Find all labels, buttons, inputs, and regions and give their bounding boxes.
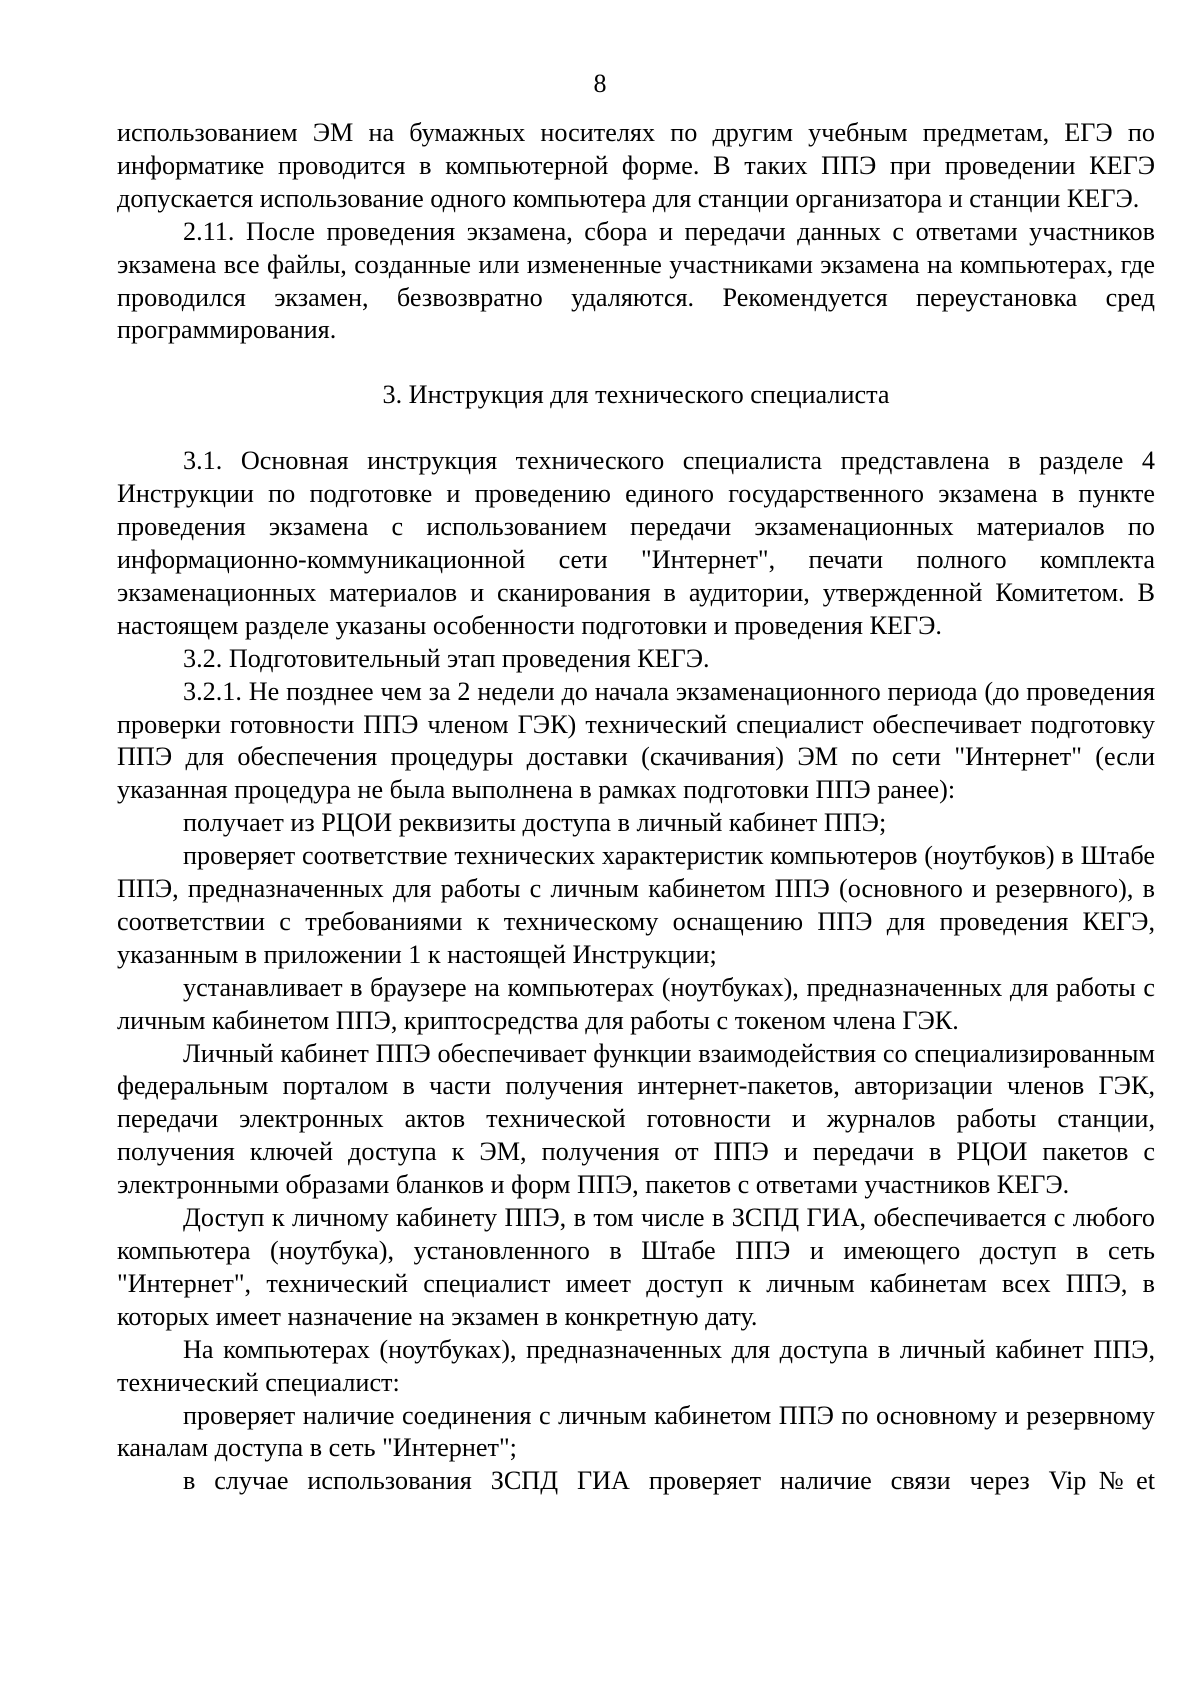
paragraph-3-1: 3.1. Основная инструкция технического специалиста представлена в разделе 4 Инструкции по подготовке и проведению единого государственного экзамена в пункте проведения экзамена с использованием передачи экзаменационных материалов по информационно-коммуникационной сети "Интернет", печати полного комплекта экзаменационных материалов и сканирования в аудитории, утвержденной Комитетом. В настоящем разделе указаны особенности подготовки и проведения КЕГЭ.	[117, 446, 1155, 640]
paragraph-receives-credentials: получает из РЦОИ реквизиты доступа в личный кабинет ППЭ;	[183, 808, 887, 838]
paragraph-3-2: 3.2. Подготовительный этап проведения КЕГЭ.	[183, 643, 710, 673]
paragraph-2-11: 2.11. После проведения экзамена, сбора и передачи данных с ответами участников экзамена все файлы, созданные или измененные участниками экзамена на компьютерах, где проводился экзамен, безвозвратно удаляются. Рекомендуется переустановка сред программирования.	[117, 216, 1155, 345]
paragraph-cabinet-access: Доступ к личному кабинету ППЭ, в том числе в ЗСПД ГИА, обеспечивается с любого компьютера (ноутбука), установленного в Штабе ППЭ и имеющего доступ в сеть "Интернет", технический специалист имеет доступ к личным кабинетам всех ППЭ, в которых имеет назначение на экзамен в конкретную дату.	[117, 1203, 1155, 1331]
paragraph-3-2-1: 3.2.1. Не позднее чем за 2 недели до начала экзаменационного периода (до проведения проверки готовности ППЭ членом ГЭК) технический специалист обеспечивает подготовку ППЭ для обеспечения процедуры доставки (скачивания) ЭМ по сети "Интернет" (если указанная процедура не была выполнена в рамках подготовки ППЭ ранее):	[117, 676, 1155, 805]
paragraph-on-computers: На компьютерах (ноутбуках), предназначенных для доступа в личный кабинет ППЭ, технический специалист:	[117, 1334, 1155, 1397]
paragraph-cabinet-functions: Личный кабинет ППЭ обеспечивает функции взаимодействия со специализированным федеральным порталом в части получения интернет-пакетов, авторизации членов ГЭК, передачи электронных актов технической готовности и журналов работы станции, получения ключей доступа к ЭМ, получения от ППЭ и передачи в РЦОИ пакетов с электронными образами бланков и форм ППЭ, пакетов с ответами участников КЕГЭ.	[117, 1038, 1155, 1200]
paragraph-checks-hardware: проверяет соответствие технических характеристик компьютеров (ноутбуков) в Штабе ППЭ, предназначенных для работы с личным кабинетом ППЭ (основного и резервного), в соответствии с требованиями к техническому оснащению ППЭ для проведения КЕГЭ, указанным в приложении 1 к настоящей Инструкции;	[117, 841, 1155, 969]
section-heading-3: 3. Инструкция для технического специалиста	[382, 380, 890, 410]
paragraph-zspd-vipnet: в случае использования ЗСПД ГИА проверяет наличие связи через Vip№et	[183, 1466, 1155, 1496]
document-body	[117, 117, 1155, 1498]
paragraph-checks-connection: проверяет наличие соединения с личным кабинетом ППЭ по основному и резервному каналам доступа в сеть "Интернет";	[117, 1400, 1155, 1463]
paragraph-installs-crypto: устанавливает в браузере на компьютерах (ноутбуках), предназначенных для работы с личным кабинетом ППЭ, криптосредства для работы с токеном члена ГЭК.	[117, 972, 1155, 1035]
page-number: 8	[593, 69, 607, 98]
paragraph-continuation: использованием ЭМ на бумажных носителях по другим учебным предметам, ЕГЭ по информатике проводится в компьютерной форме. В таких ППЭ при проведении КЕГЭ допускается использование одного компьютера для станции организатора и станции КЕГЭ.	[117, 118, 1155, 213]
